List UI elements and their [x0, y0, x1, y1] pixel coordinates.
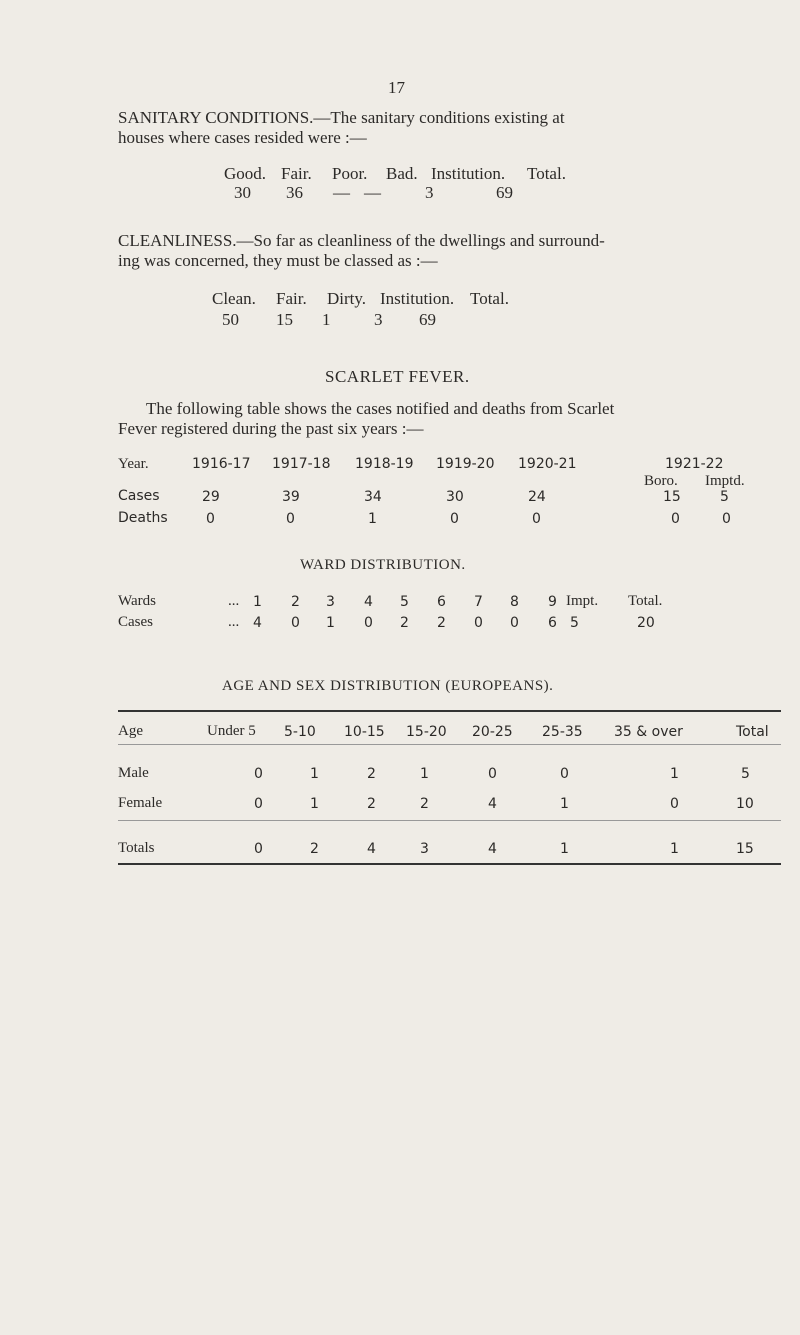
ward-cases-value: 6: [548, 615, 557, 631]
sanitary-header-total: Total.: [527, 164, 566, 183]
scarlet-row-label-year: Year.: [118, 456, 149, 472]
sanitary-header-fair: Fair.: [281, 164, 312, 183]
cleanliness-value-institution: 3: [374, 310, 383, 329]
scarlet-deaths-value: 0: [722, 511, 731, 527]
scarlet-cases-value: 5: [720, 489, 729, 505]
sanitary-header-bad: Bad.: [386, 164, 418, 183]
age-col-header: 20-25: [472, 724, 513, 740]
ward-heading: WARD DISTRIBUTION.: [300, 557, 466, 573]
age-cell: 0: [670, 796, 679, 812]
ward-number: Impt.: [566, 593, 599, 609]
sanitary-heading: SANITARY CONDITIONS.: [118, 108, 314, 127]
cleanliness-header-dirty: Dirty.: [327, 289, 367, 308]
age-col-header: 35 & over: [614, 724, 683, 740]
age-row-label-totals: Totals: [118, 840, 155, 856]
sanitary-paragraph-line1: [118, 108, 565, 128]
ward-number: 2: [291, 594, 300, 610]
age-cell: 5: [741, 766, 750, 782]
scarlet-cases-value: 30: [446, 489, 464, 505]
sanitary-value-fair: 36: [286, 183, 303, 202]
age-col-header: Under 5: [207, 723, 256, 739]
age-cell: 1: [560, 841, 569, 857]
ward-number: Total.: [628, 593, 663, 609]
cleanliness-value-fair: 15: [276, 310, 293, 329]
age-cell: 0: [254, 841, 263, 857]
scarlet-subheader-imptd: Imptd.: [705, 473, 745, 489]
age-cell: 1: [420, 766, 429, 782]
age-cell: 0: [254, 766, 263, 782]
ward-cases-value: 20: [637, 615, 655, 631]
age-col-header: 15-20: [406, 724, 447, 740]
scarlet-deaths-value: 1: [368, 511, 377, 527]
scarlet-deaths-value: 0: [671, 511, 680, 527]
sanitary-header-poor: Poor.: [332, 164, 368, 183]
ward-cases-value: 2: [400, 615, 409, 631]
sanitary-header-good: Good.: [224, 164, 267, 183]
age-table-totals-rule: [118, 820, 781, 821]
age-cell: 2: [310, 841, 319, 857]
scarlet-cases-value: 15: [663, 489, 681, 505]
cleanliness-header-total: Total.: [470, 289, 509, 308]
scarlet-year: 1917-18: [272, 456, 331, 472]
ward-row-label-wards: Wards: [118, 593, 156, 609]
ward-number: 7: [474, 594, 483, 610]
age-row-label-male: Male: [118, 765, 149, 781]
age-row-label-female: Female: [118, 795, 163, 811]
cleanliness-header-fair: Fair.: [276, 289, 307, 308]
ward-number: 5: [400, 594, 409, 610]
age-cell: 1: [310, 766, 319, 782]
scarlet-cases-value: 29: [202, 489, 220, 505]
age-cell: 2: [367, 766, 376, 782]
ward-number: 6: [437, 594, 446, 610]
age-col-header: Age: [118, 723, 143, 739]
sanitary-value-institution: 3: [425, 183, 434, 202]
ward-number: 9: [548, 594, 557, 610]
scarlet-heading: SCARLET FEVER.: [325, 367, 470, 386]
cleanliness-heading: CLEANLINESS.: [118, 231, 237, 250]
sanitary-text: —The sanitary conditions existing at: [313, 108, 565, 127]
page-number: 17: [388, 78, 405, 97]
age-cell: 2: [420, 796, 429, 812]
ward-number: 1: [253, 594, 262, 610]
sanitary-value-total: 69: [496, 183, 513, 202]
age-cell: 4: [488, 841, 497, 857]
age-cell: 1: [560, 796, 569, 812]
age-cell: 10: [736, 796, 754, 812]
ward-number: 3: [326, 594, 335, 610]
cleanliness-header-clean: Clean.: [212, 289, 256, 308]
cleanliness-text: —So far as cleanliness of the dwellings and surround-: [236, 231, 605, 250]
scarlet-row-label-deaths: Deaths: [118, 510, 168, 526]
age-cell: 15: [736, 841, 754, 857]
ward-cases-value: 0: [364, 615, 373, 631]
age-cell: 0: [254, 796, 263, 812]
age-cell: 1: [310, 796, 319, 812]
sanitary-value-poor: —: [333, 183, 350, 202]
scarlet-year: 1919-20: [436, 456, 495, 472]
ward-cases-value: 0: [291, 615, 300, 631]
ward-cases-value: 0: [510, 615, 519, 631]
scarlet-deaths-value: 0: [206, 511, 215, 527]
sanitary-header-institution: Institution.: [431, 164, 506, 183]
scarlet-deaths-value: 0: [532, 511, 541, 527]
age-cell: 4: [488, 796, 497, 812]
age-table-header-rule: [118, 744, 781, 745]
age-cell: 1: [670, 841, 679, 857]
scarlet-cases-value: 34: [364, 489, 382, 505]
age-col-header: 25-35: [542, 724, 583, 740]
cleanliness-header-institution: Institution.: [380, 289, 455, 308]
ward-row-label-cases: Cases: [118, 614, 153, 630]
scarlet-subheader-boro: Boro.: [644, 473, 678, 489]
ward-dots: ...: [228, 614, 240, 630]
age-cell: 3: [420, 841, 429, 857]
ward-number: 4: [364, 594, 373, 610]
scarlet-deaths-value: 0: [286, 511, 295, 527]
ward-dots: ...: [228, 593, 240, 609]
scarlet-row-label-cases: Cases: [118, 488, 160, 504]
cleanliness-paragraph-line2: ing was concerned, they must be classed as :—: [118, 251, 438, 270]
scarlet-cases-value: 24: [528, 489, 546, 505]
scarlet-year: 1918-19: [355, 456, 414, 472]
sanitary-value-bad: —: [364, 183, 381, 202]
cleanliness-paragraph-line1: [118, 231, 605, 251]
scarlet-year: 1916-17: [192, 456, 251, 472]
cleanliness-value-total: 69: [419, 310, 436, 329]
age-table-top-rule: [118, 710, 781, 712]
age-col-header: Total: [736, 724, 769, 740]
ward-cases-value: 4: [253, 615, 262, 631]
scarlet-paragraph-line2: Fever registered during the past six years :—: [118, 419, 424, 438]
scarlet-deaths-value: 0: [450, 511, 459, 527]
age-heading: AGE AND SEX DISTRIBUTION (EUROPEANS).: [222, 678, 554, 694]
age-col-header: 5-10: [284, 724, 316, 740]
ward-number: 8: [510, 594, 519, 610]
ward-cases-value: 5: [570, 615, 579, 631]
cleanliness-value-dirty: 1: [322, 310, 331, 329]
cleanliness-value-clean: 50: [222, 310, 239, 329]
scarlet-paragraph-line1: The following table shows the cases notified and deaths from Scarlet: [146, 399, 615, 418]
ward-cases-value: 1: [326, 615, 335, 631]
age-col-header: 10-15: [344, 724, 385, 740]
sanitary-value-good: 30: [234, 183, 251, 202]
ward-cases-value: 0: [474, 615, 483, 631]
scarlet-cases-value: 39: [282, 489, 300, 505]
age-cell: 0: [560, 766, 569, 782]
age-cell: 2: [367, 796, 376, 812]
age-cell: 4: [367, 841, 376, 857]
sanitary-paragraph-line2: houses where cases resided were :—: [118, 128, 367, 147]
age-cell: 0: [488, 766, 497, 782]
scarlet-year: 1921-22: [665, 456, 724, 472]
age-table-bottom-rule: [118, 863, 781, 865]
age-cell: 1: [670, 766, 679, 782]
scarlet-year: 1920-21: [518, 456, 577, 472]
ward-cases-value: 2: [437, 615, 446, 631]
